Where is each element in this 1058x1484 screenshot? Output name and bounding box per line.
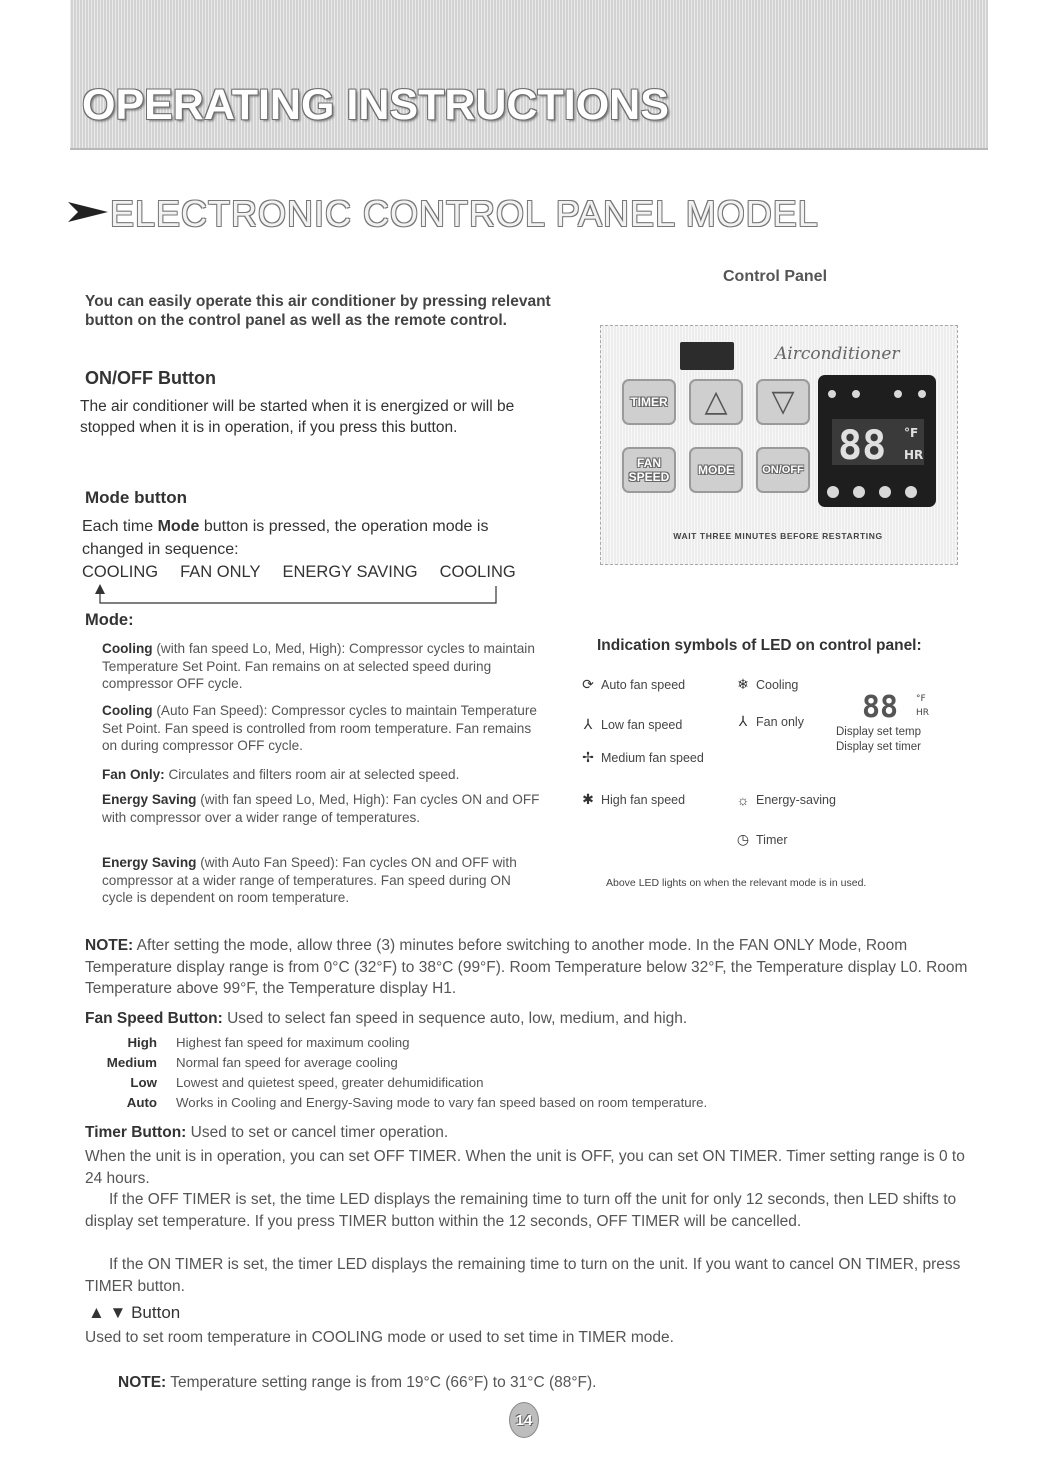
led-unit-f: °F: [904, 426, 919, 440]
snowflake-icon: ❄: [737, 676, 749, 692]
seq-cooling-2: COOLING: [439, 563, 516, 581]
led-timer-icon: [918, 390, 926, 398]
mode-fan-only: Fan Only: Circulates and filters room air at selected speed.: [102, 767, 460, 782]
modes-heading: Mode:: [85, 611, 134, 629]
onoff-heading: ON/OFF Button: [85, 368, 216, 388]
mode-cooling-fixed: Cooling (with fan speed Lo, Med, High): Compressor cycles to maintain Temperature Set Point. Fan remains on at selected speed during compressor OFF cycle.: [102, 641, 535, 691]
onoff-button[interactable]: ON/OFF: [756, 447, 810, 493]
section-arrow-icon: [68, 200, 108, 224]
seg-digits: 88: [862, 690, 899, 725]
led-energy-icon: [894, 390, 902, 398]
indication-heading: Indication symbols of LED on control panel:: [597, 637, 922, 654]
energy-saving-icon: ☼: [736, 792, 750, 808]
fan-speed-button-text: Fan Speed Button: Used to select fan speed in sequence auto, low, medium, and high.: [85, 1010, 688, 1027]
ind-low-fan: ⅄ Low fan speed: [580, 716, 682, 733]
timer-button[interactable]: TIMER: [622, 379, 676, 425]
panel-brand: Airconditioner: [775, 344, 900, 364]
timer-para-2: If the OFF TIMER is set, the time LED displays the remaining time to turn off the unit for only 12 seconds, then LED shifts to display set temperature. If you press TIMER button within the 12 seconds, OFF TIMER will be cancelled.: [85, 1191, 957, 1230]
mode-button[interactable]: MODE: [689, 447, 743, 493]
panel-display-slot: [680, 342, 734, 370]
medium-fan-icon: ✢: [582, 749, 594, 765]
speed-low-label: Low: [130, 1075, 157, 1090]
onoff-text: The air conditioner will be started when it is energized or will be stopped when it is in operation, if you press this button.: [80, 398, 515, 436]
led-unit-hr: HR: [904, 448, 924, 462]
display-set-timer: Display set timer: [836, 741, 921, 753]
ind-medium-fan: ✢ Medium fan speed: [580, 749, 704, 766]
fan-only-icon: ⅄: [738, 713, 748, 729]
page-title: OPERATING INSTRUCTIONS: [82, 81, 669, 129]
clock-icon: ◷: [736, 831, 750, 847]
led-high-fan-icon: [905, 486, 917, 498]
led-note: Above LED lights on when the relevant mode is in used.: [606, 877, 867, 889]
intro-text: You can easily operate this air conditioner by pressing relevant button on the control panel as well as the remote control.: [85, 293, 551, 329]
speed-high-label: High: [127, 1035, 157, 1050]
note-mode-switch: NOTE: After setting the mode, allow three (3) minutes before switching to another mode. In the FAN ONLY Mode, Room Temperature display range is from 0°C (32°F) to 38°C (99°F). Room Temperature below 32°F, the Temperature display L0. Room Temperature above 99°F, the Temperature display H1.: [85, 937, 968, 997]
led-auto-fan-icon: [827, 486, 839, 498]
timer-button-text: Timer Button: Used to set or cancel timer operation.: [85, 1124, 449, 1141]
ind-cooling: ❄ Cooling: [735, 676, 798, 693]
seq-energy-saving: ENERGY SAVING: [282, 563, 418, 581]
timer-para-3: If the ON TIMER is set, the timer LED displays the remaining time to turn on the unit. If you want to cancel ON TIMER, press TIMER button.: [85, 1256, 961, 1295]
seven-segment-legend: [836, 687, 948, 753]
page-number: 14: [509, 1402, 539, 1438]
speed-auto-label: Auto: [126, 1095, 157, 1110]
mode-sequence: [82, 563, 562, 582]
ind-timer: ◷ Timer: [736, 831, 788, 847]
mode-button-heading: Mode button: [85, 488, 187, 507]
ind-auto-fan: ⟳ Auto fan speed: [580, 676, 685, 693]
mode-energy-auto: Energy Saving (with Auto Fan Speed): Fan cycles ON and OFF with compressor at a wider range of temperatures. Fan speed during ON cycle is dependent on room temperature.: [102, 855, 517, 905]
wait-warning: WAIT THREE MINUTES BEFORE RESTARTING: [673, 531, 883, 541]
up-button[interactable]: △: [689, 379, 743, 425]
note-temp-range: NOTE: Temperature setting range is from 19°C (66°F) to 31°C (88°F).: [118, 1374, 597, 1391]
sequence-loop-arrow: [80, 584, 520, 608]
seq-cooling-1: COOLING: [82, 563, 159, 581]
down-button[interactable]: ▽: [756, 379, 810, 425]
led-low-fan-icon: [853, 486, 865, 498]
speed-high-desc: Highest fan speed for maximum cooling: [176, 1035, 410, 1050]
speed-auto-desc: Works in Cooling and Energy-Saving mode to vary fan speed based on room temperature.: [176, 1095, 708, 1110]
seg-unit-hr: HR: [916, 708, 930, 718]
seg-unit-f: °F: [916, 694, 926, 704]
ind-fan-only: ⅄ Fan only: [735, 713, 804, 730]
mode-cooling-auto: Cooling (Auto Fan Speed): Compressor cycles to maintain Temperature Set Point. Fan speed is controlled from room temperature. Fan remains on during compressor OFF cycle.: [102, 703, 537, 753]
control-panel-heading: Control Panel: [723, 268, 828, 285]
updown-text: Used to set room temperature in COOLING mode or used to set time in TIMER mode.: [85, 1329, 674, 1346]
display-set-temp: Display set temp: [836, 726, 922, 738]
section-title: ELECTRONIC CONTROL PANEL MODEL: [110, 193, 819, 234]
updown-heading: ▲ ▼ Button: [88, 1303, 181, 1322]
led-panel-symbols: [818, 375, 936, 507]
led-cooling-icon: [828, 390, 836, 398]
mode-energy-fixed: Energy Saving (with fan speed Lo, Med, High): Fan cycles ON and OFF with compressor over a wider range of temperatures.: [102, 792, 540, 825]
ind-high-fan: ✱ High fan speed: [580, 791, 685, 808]
led-medium-fan-icon: [879, 486, 891, 498]
seq-fan-only: FAN ONLY: [180, 563, 261, 581]
speed-medium-label: Medium: [106, 1055, 157, 1070]
led-fan-only-icon: [852, 390, 860, 398]
ind-energy-saving: ☼ Energy-saving: [736, 792, 836, 808]
fan-speed-button[interactable]: FAN SPEED: [622, 447, 676, 493]
mode-button-text: Each time Mode button is pressed, the operation mode is changed in sequence:: [82, 518, 489, 558]
low-fan-icon: ⅄: [583, 716, 593, 732]
timer-para-1: When the unit is in operation, you can set OFF TIMER. When the unit is OFF, you can set ON TIMER. Timer setting range is 0 to 24 hours.: [85, 1148, 965, 1187]
led-digits: 88: [838, 423, 887, 469]
speed-low-desc: Lowest and quietest speed, greater dehumidification: [176, 1075, 484, 1090]
speed-medium-desc: Normal fan speed for average cooling: [176, 1055, 398, 1070]
auto-fan-icon: ⟳: [582, 676, 594, 692]
high-fan-icon: ✱: [582, 791, 594, 807]
